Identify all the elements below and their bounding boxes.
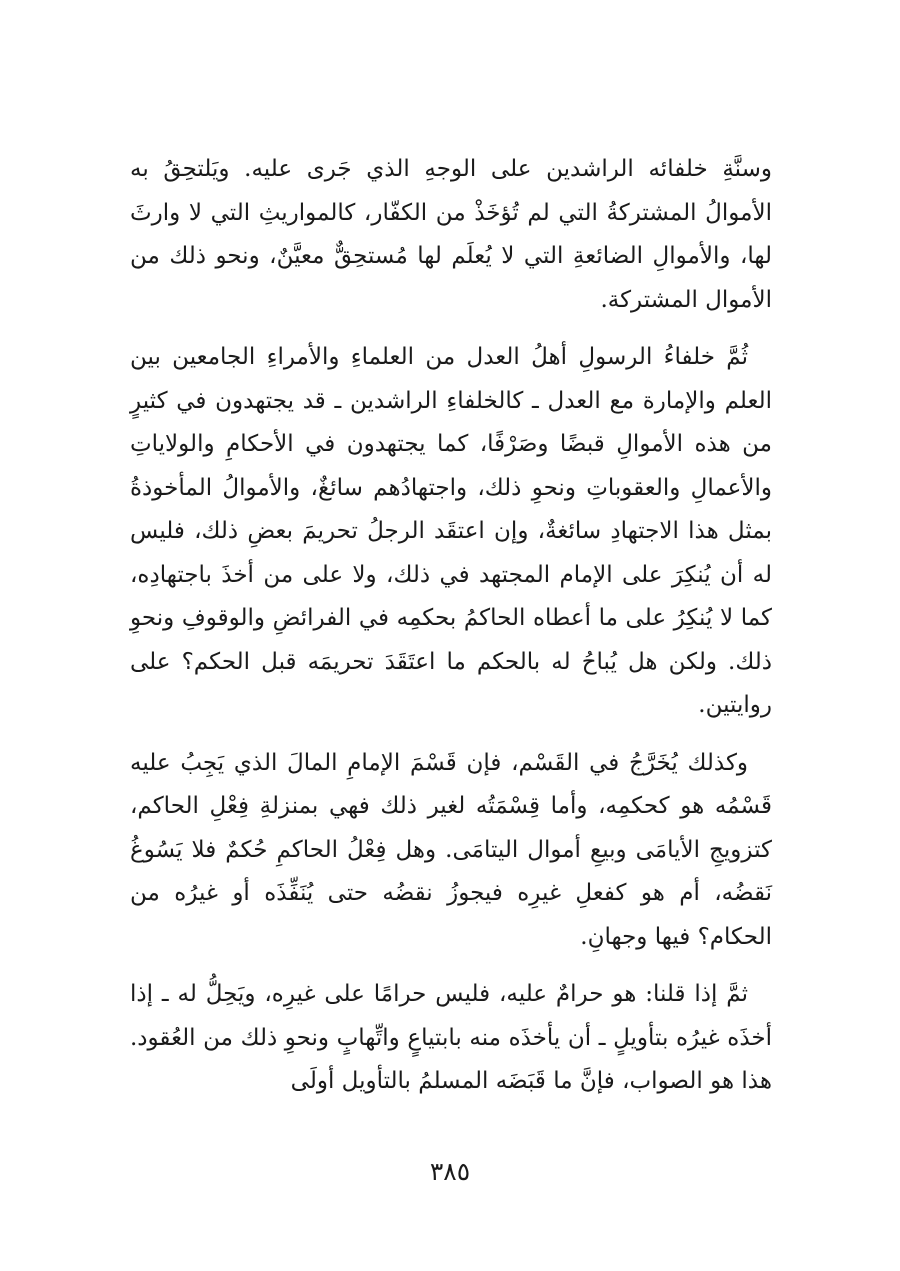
paragraph-2: ثُمَّ خلفاءُ الرسولِ أهلُ العدل من العلماءِ والأمراءِ الجامعين بين العلم والإمارة مع العدل ـ كالخلفاءِ الراشدين ـ قد يجتهدون في كثيرٍ من هذه الأموالِ قبضًا وصَرْفًا، كما يجتهدون في الأحكامِ والولاياتِ والأعمالِ والعقوباتِ ونحوِ ذلك، واجتهادُهم سائغٌ، والأموالُ المأخوذةُ بمثل هذا الاجتهادِ سائغةٌ، وإن اعتقَد الرجلُ تحريمَ بعضِ ذلك، فليس له أن يُنكِرَ على الإمام المجتهد في ذلك، ولا على من أخذَ باجتهادِه، كما لا يُنكِرُ على ما أعطاه الحاكمُ بحكمِه في الفرائضِ والوقوفِ ونحوِ ذلك. ولكن هل يُباحُ له بالحكم ما اعتَقَدَ تحريمَه قبل الحكم؟ على روايتين. [130,344,772,718]
page-number: ٣٨٥ [429,1157,471,1186]
paragraph-4: ثمَّ إذا قلنا: هو حرامٌ عليه، فليس حرامًا على غيرِه، ويَحِلُّ له ـ إذا أخذَه غيرُه بتأويلٍ ـ أن يأخذَه منه بابتياعٍ واتِّهابٍ ونحوِ ذلك من العُقود. هذا هو الصواب، فإنَّ ما قَبَضَه المسلمُ بالتأويل أولَى [130,981,772,1094]
page-body-text [130,148,772,1118]
paragraph-3: وكذلك يُخَرَّجُ في القَسْم، فإن قَسْمَ الإمامِ المالَ الذي يَجِبُ عليه قَسْمُه هو كحكمِه، وأما قِسْمَتُه لغير ذلك فهي بمنزلةِ فِعْلِ الحاكم، كتزويجِ الأيامَى وبيعِ أموال اليتامَى. وهل فِعْلُ الحاكمِ حُكمٌ فلا يَسُوغُ نَقضُه، أم هو كفعلِ غيرِه فيجوزُ نقضُه حتى يُنَفِّذَه أو غيرُه من الحكام؟ فيها وجهانِ. [130,749,772,950]
paragraph-1: وسنَّةِ خلفائه الراشدين على الوجهِ الذي جَرى عليه. ويَلتحِقُ به الأموالُ المشتركةُ التي لم تُؤخَذْ من الكفّار، كالمواريثِ التي لا وارثَ لها، والأموالِ الضائعةِ التي لا يُعلَم لها مُستحِقٌّ معيَّنٌ، ونحو ذلك من الأموال المشتركة. [130,156,772,313]
